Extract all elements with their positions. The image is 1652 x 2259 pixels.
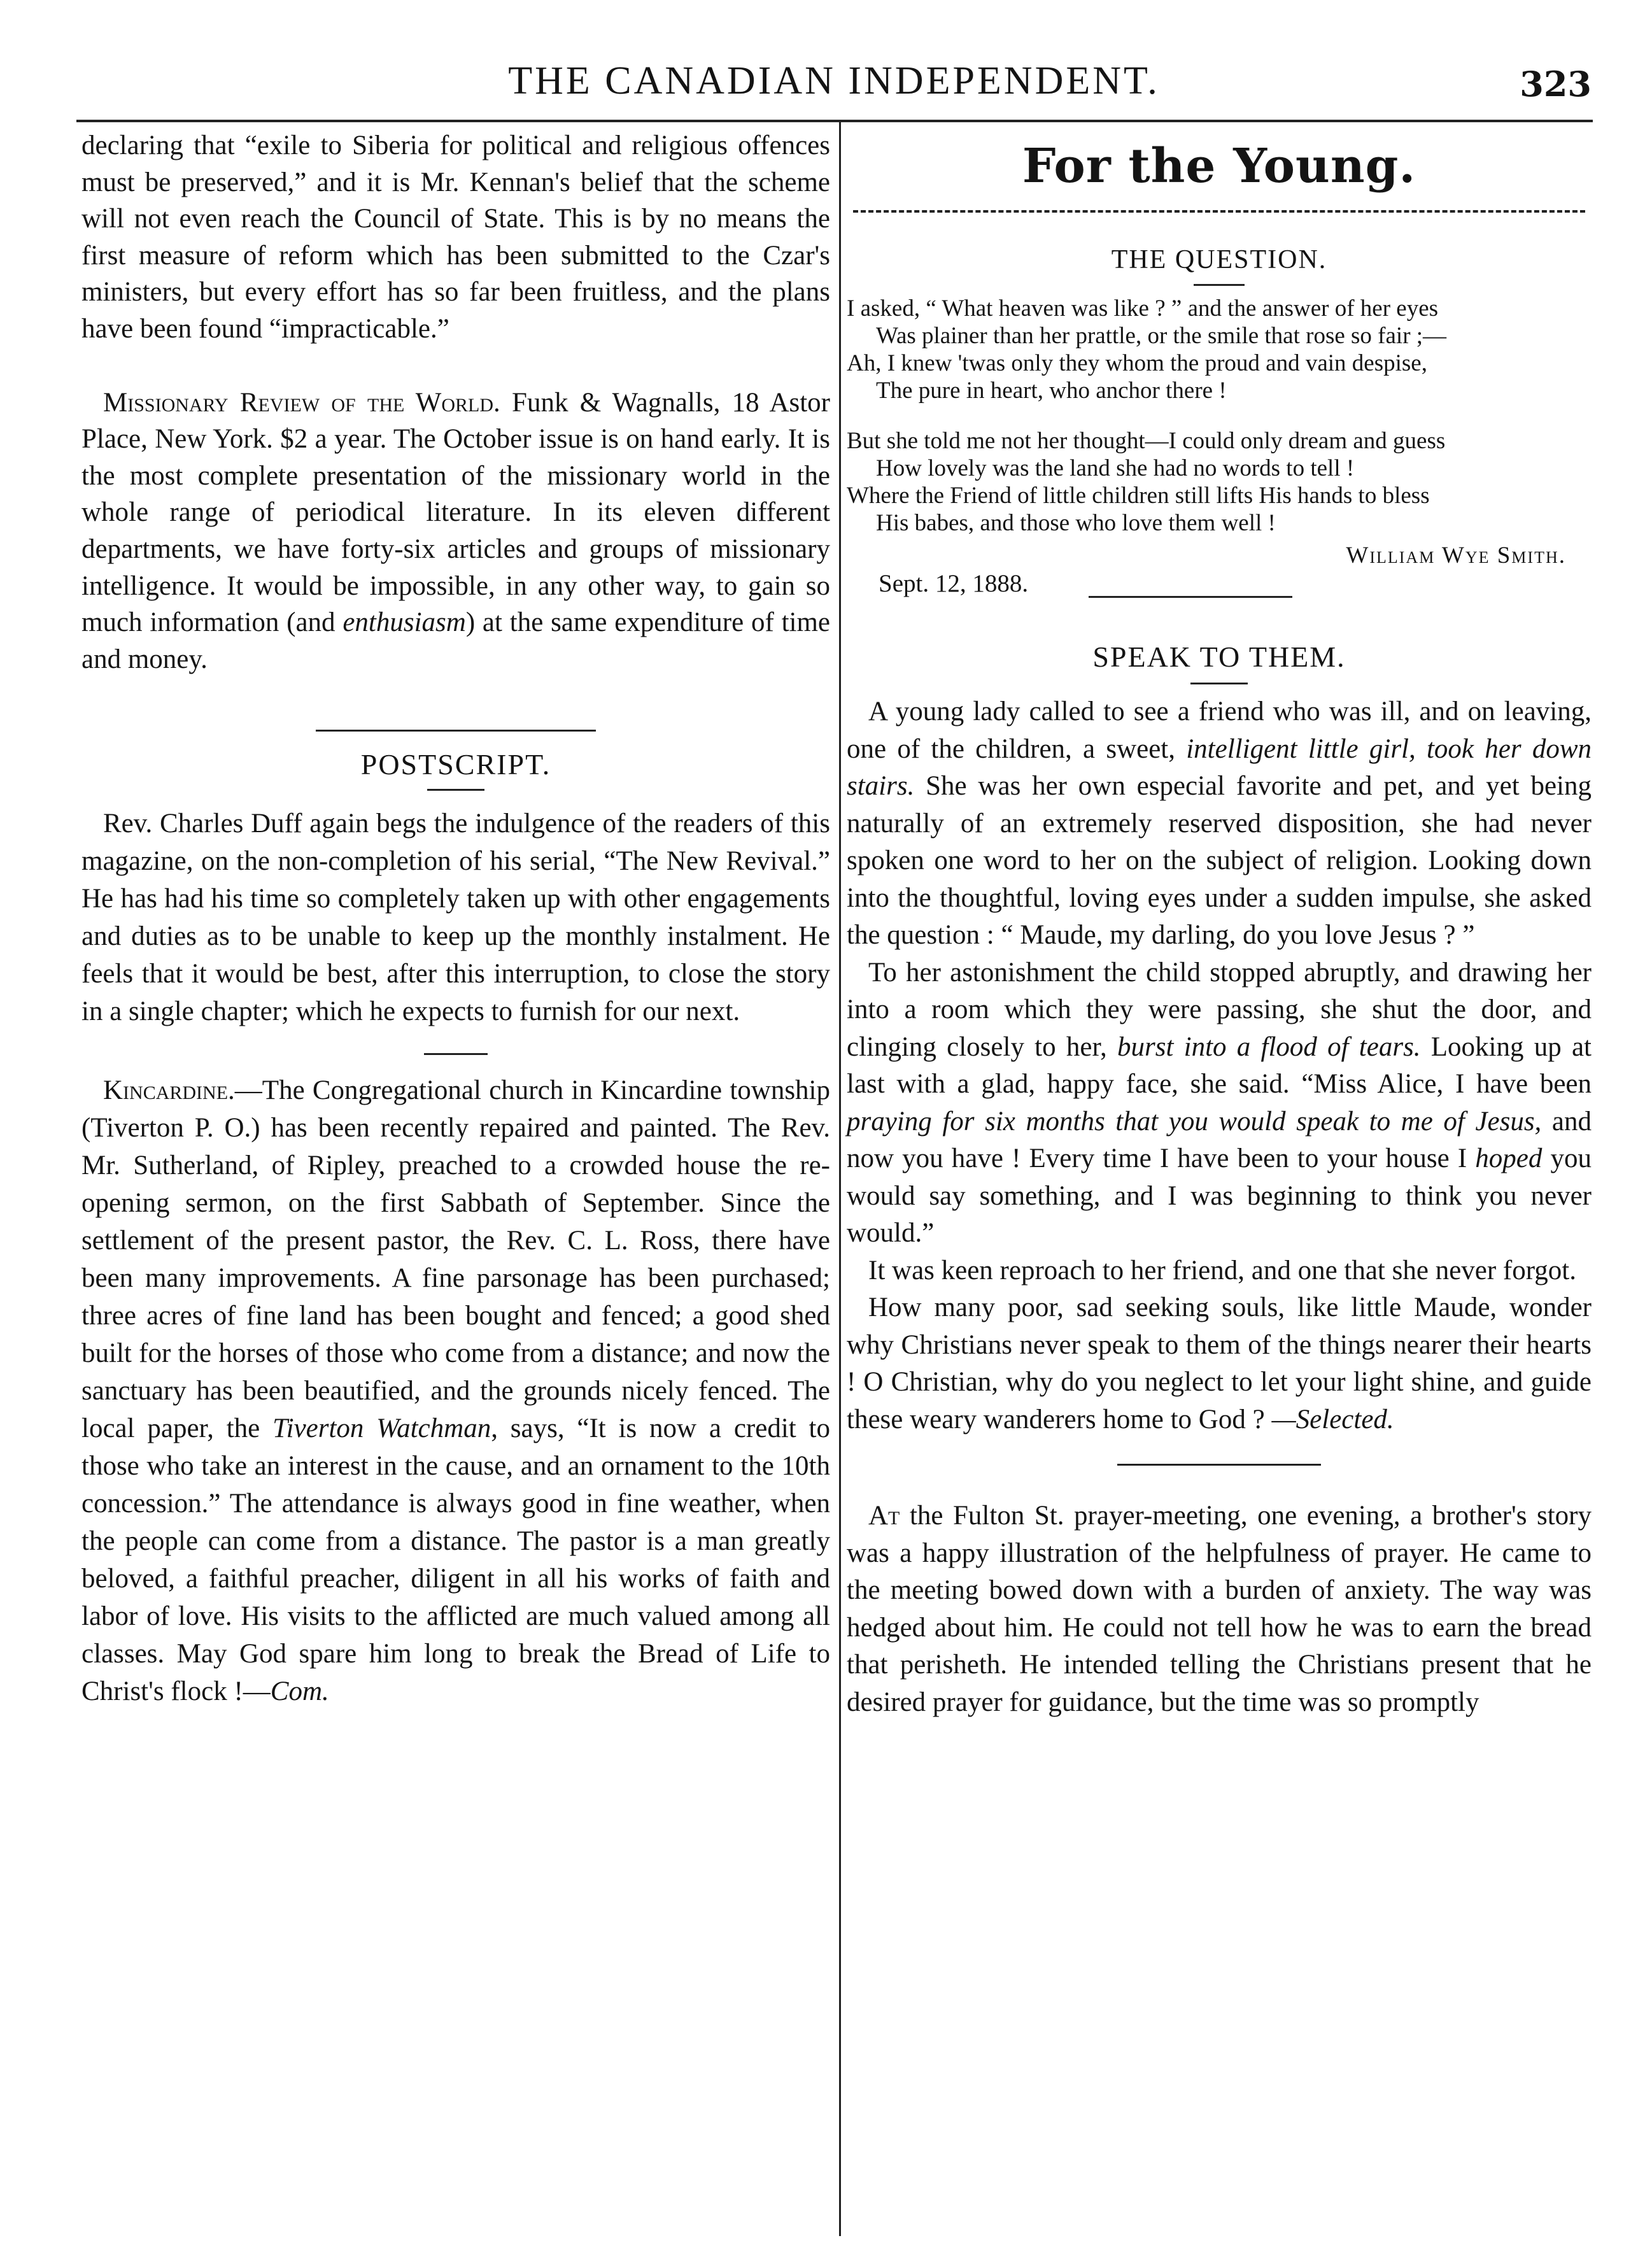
poem-title: THE QUESTION.: [1111, 245, 1327, 274]
journal-title: THE CANADIAN INDEPENDENT.: [508, 59, 1160, 103]
heading-rule: [427, 789, 484, 791]
speak-p2-italic-3: hoped: [1475, 1144, 1543, 1173]
kincardine-paragraph: [81, 1072, 830, 1710]
speak-p2-text: To her astonishment the child stopped abruptly, and drawing her into a room which they were passing, she shut the door, and clinging closely to her,: [847, 957, 1592, 1062]
heading-rule: [1194, 284, 1245, 286]
column-divider: [839, 122, 841, 2236]
kincardine-signoff: Com.: [270, 1676, 329, 1707]
speak-heading: SPEAK TO THEM.: [1092, 641, 1346, 673]
section-title-rule: [853, 210, 1585, 213]
poem-date-row: [847, 569, 1592, 600]
intro-paragraph: declaring that “exile to Siberia for political and religious offences must be preserved,” and it is Mr. Kennan's belief that the scheme will not even reach the Council of State. This is by no means the first measure of reform which has been submitted to the Czar's ministers, but every effort has so far been fruitless, and the plans have been found “impracticable.”: [81, 131, 830, 344]
postscript-heading: POSTSCRIPT.: [360, 748, 551, 781]
poem-date: Sept. 12, 1888.: [879, 570, 1029, 597]
poem-author: William Wye Smith.: [1346, 542, 1566, 569]
speak-paragraph-3: It was keen reproach to her friend, and one that she never forgot.: [868, 1255, 1576, 1285]
section-rule: [1117, 1464, 1321, 1466]
speak-paragraph-4: [847, 1289, 1592, 1438]
poem-line: The pure in heart, who anchor there !: [876, 378, 1227, 404]
right-column: [847, 127, 1592, 1721]
poem-stanza-2: [847, 427, 1592, 537]
page-number: 323: [1520, 64, 1592, 104]
review-text: Funk & Wagnalls, 18 Astor Place, New York. $2 a year. The October issue is on hand early. It is the most complete presentation of the missionary world in the whole range of periodical literature. In its eleven different departments, we have forty-six articles and groups of missionary intelligence. It would be impossible, in any other way, to gain so much information (and: [81, 387, 830, 638]
fulton-lead: At: [868, 1501, 900, 1531]
speak-p2-text-b: Looking up at last with a glad, happy face, she said. “Miss Alice, I have been: [847, 1031, 1592, 1099]
kincardine-text: —The Congregational church in Kincardine township (Tiverton P. O.) has been recently repaired and painted. The Rev. Mr. Sutherland, of Ripley, preached to a crowded house the re-opening sermon, on the first Sabbath of September. Since the settlement of the present pastor, the Rev. C. L. Ross, there have been many improvements. A fine parsonage has been purchased; three acres of fine land has been bought and fenced; a good shed built for the horses of those who come from a distance; and now the sanctuary has been beautified, and the grounds nicely fenced. The local paper, the: [81, 1075, 830, 1444]
page-header: [76, 59, 1592, 129]
section-rule: [316, 730, 596, 732]
section-rule: [424, 1053, 488, 1055]
poem-line: Where the Friend of little children still lifts His hands to bless: [847, 483, 1430, 509]
speak-paragraph-1: [847, 693, 1592, 954]
review-title: Missionary Review of the World.: [103, 387, 500, 418]
speak-p2-italic-2: praying for six months that you would speak to me of Jesus,: [847, 1106, 1542, 1137]
poem-line: His babes, and those who love them well !: [876, 510, 1276, 536]
poem-line: I asked, “ What heaven was like ? ” and the answer of her eyes: [847, 295, 1439, 322]
review-italic: enthusiasm: [342, 607, 466, 638]
speak-p1-italic: intelligent little girl, took her down stairs.: [847, 733, 1592, 801]
section-rule: [1089, 596, 1292, 598]
speak-p1-text: A young lady called to see a friend who was ill, and on leaving, one of the children, a sweet,: [847, 697, 1592, 764]
fulton-text: the Fulton St. prayer-meeting, one evening, a brother's story was a happy illustration of the helpfulness of prayer. He came to the meeting bowed down with a burden of anxiety. The way was hedged about him. He could not tell how he was to earn the bread that perisheth. He intended telling the Christians present that he desired prayer for guidance, but the time was so promptly: [847, 1501, 1592, 1717]
postscript-paragraph: Rev. Charles Duff again begs the indulgence of the readers of this magazine, on the non-completion of his serial, “The New Revival.” He has had his time so completely taken up with other engagements and duties as to be unable to keep up the monthly instalment. He feels that it would be best, after this interruption, to close the story in a single chapter; which he expects to furnish for our next.: [81, 809, 830, 1027]
speak-p2-italic: burst into a flood of tears.: [1117, 1031, 1421, 1062]
speak-p4-text: How many poor, sad seeking souls, like little Maude, wonder why Christians never speak to them of the things nearer their hearts ! O Christian, why do you neglect to let your light shine, and guide these weary wanderers home to God ?: [847, 1292, 1592, 1434]
kincardine-paper-name: Tiverton Watchman: [272, 1413, 491, 1444]
review-paragraph: [81, 385, 830, 678]
speak-signoff: —Selected.: [1271, 1404, 1394, 1434]
speak-p2-text-c: and now you have ! Every time I have been to your house I: [847, 1106, 1592, 1173]
heading-rule: [1190, 683, 1248, 684]
review-text-end: ) at the same expenditure of time and money.: [81, 607, 831, 674]
poem-stanza-1: [847, 295, 1592, 404]
fulton-paragraph: [847, 1498, 1592, 1721]
speak-p1-text-end: She was her own especial favorite and pet, and yet being naturally of an extremely reserved disposition, she had never spoken one word to her on the subject of religion. Looking down into the thoughtful, loving eyes under a sudden impulse, she asked the question : “ Maude, my darling, do you love Jesus ? ”: [847, 771, 1592, 950]
poem-line: Ah, I knew 'twas only they whom the proud and vain despise,: [847, 350, 1427, 376]
speak-p2-text-d: you would say something, and I was beginning to think you never would.”: [847, 1144, 1592, 1248]
poem-line: How lovely was the land she had no words to tell !: [876, 455, 1355, 481]
kincardine-lead: Kincardine.: [103, 1075, 235, 1106]
poem-line: Was plainer than her prattle, or the smile that rose so fair ;—: [876, 323, 1447, 349]
section-title: For the Young.: [1022, 139, 1416, 194]
speak-paragraph-2: [847, 954, 1592, 1252]
header-rule: [76, 120, 1593, 122]
kincardine-text-end: , says, “It is now a credit to those who take an interest in the cause, and an ornament to the 10th concession.” The attendance is always good in fine weather, when the people can come from a distance. The pastor is a man greatly beloved, a faithful preacher, diligent in all his works of faith and labor of love. His visits to the afflicted are much valued among all classes. May God spare him long to break the Bread of Life to Christ's flock !—: [81, 1413, 830, 1707]
left-column: [81, 127, 830, 1710]
poem-line: But she told me not her thought—I could only dream and guess: [847, 428, 1446, 454]
